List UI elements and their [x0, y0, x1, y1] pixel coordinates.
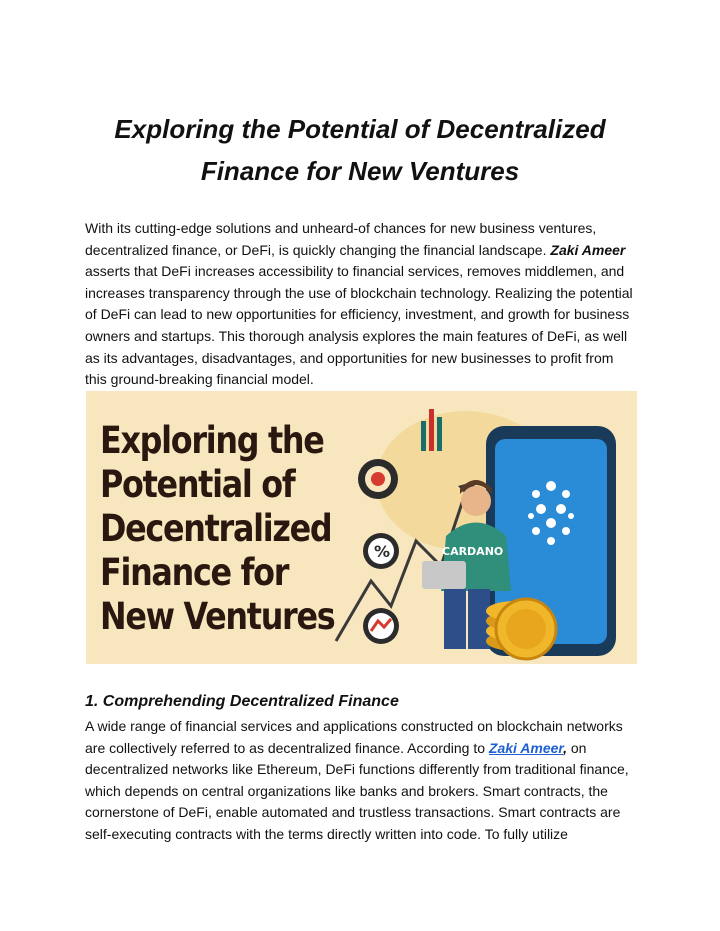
banner-line-5: New Ventures: [100, 595, 335, 638]
author-link[interactable]: Zaki Ameer: [488, 739, 564, 756]
phone-label: CARDANO: [442, 545, 504, 558]
title-line-2: Finance for New Ventures: [200, 156, 520, 186]
candle-bar: [437, 417, 442, 451]
section-heading: 1. Comprehending Decentralized Finance: [85, 693, 399, 710]
link-comma: ,: [563, 739, 567, 756]
banner-line-4: Finance for: [100, 551, 289, 594]
section-text-before: A wide range of financial services and applications constructed on blockchain networks are collectively referred to as decentralized finance. According to: [85, 718, 623, 756]
intro-text-before: With its cutting-edge solutions and unheard-of chances for new business ventures, decentralized finance, or DeFi, is quickly changing the financial landscape.: [85, 220, 597, 258]
percent-symbol: %: [374, 542, 391, 561]
section-paragraph: [85, 716, 637, 846]
intro-author: Zaki Ameer: [550, 241, 626, 258]
page-title: [60, 108, 660, 192]
banner-line-2: Potential of: [100, 463, 295, 506]
down-chart-icon: [363, 608, 399, 644]
intro-paragraph: [85, 218, 637, 391]
section-text-after: on decentralized networks like Ethereum, DeFi functions differently from traditional finance, which depends on central organizations like banks and brokers. Smart contracts, the cornerstone of DeFi, enable automated and trustless transactions. Smart contracts are self-executing contracts with the terms directly written into code. To fully utilize: [85, 739, 629, 842]
title-line-1: Exploring the Potential of Decentralized: [114, 114, 606, 144]
candle-bar: [429, 409, 434, 451]
banner-headline: [100, 419, 334, 639]
banner-line-1: Exploring the: [100, 419, 324, 462]
candle-bar: [421, 421, 426, 451]
intro-text-after: asserts that DeFi increases accessibility to financial services, removes middlemen, and increases transparency through the use of blockchain technology. Realizing the potential of DeFi can lead to new opportunities for efficiency, investment, and growth for business owners and startups. This thorough analysis explores the main features of DeFi, as well as its advantages, disadvantages, and opportunities for new businesses to profit from this ground-breaking financial model.: [85, 263, 633, 388]
gear-icon: [358, 459, 398, 499]
banner-image: [86, 391, 637, 664]
banner-line-3: Decentralized: [100, 507, 332, 550]
